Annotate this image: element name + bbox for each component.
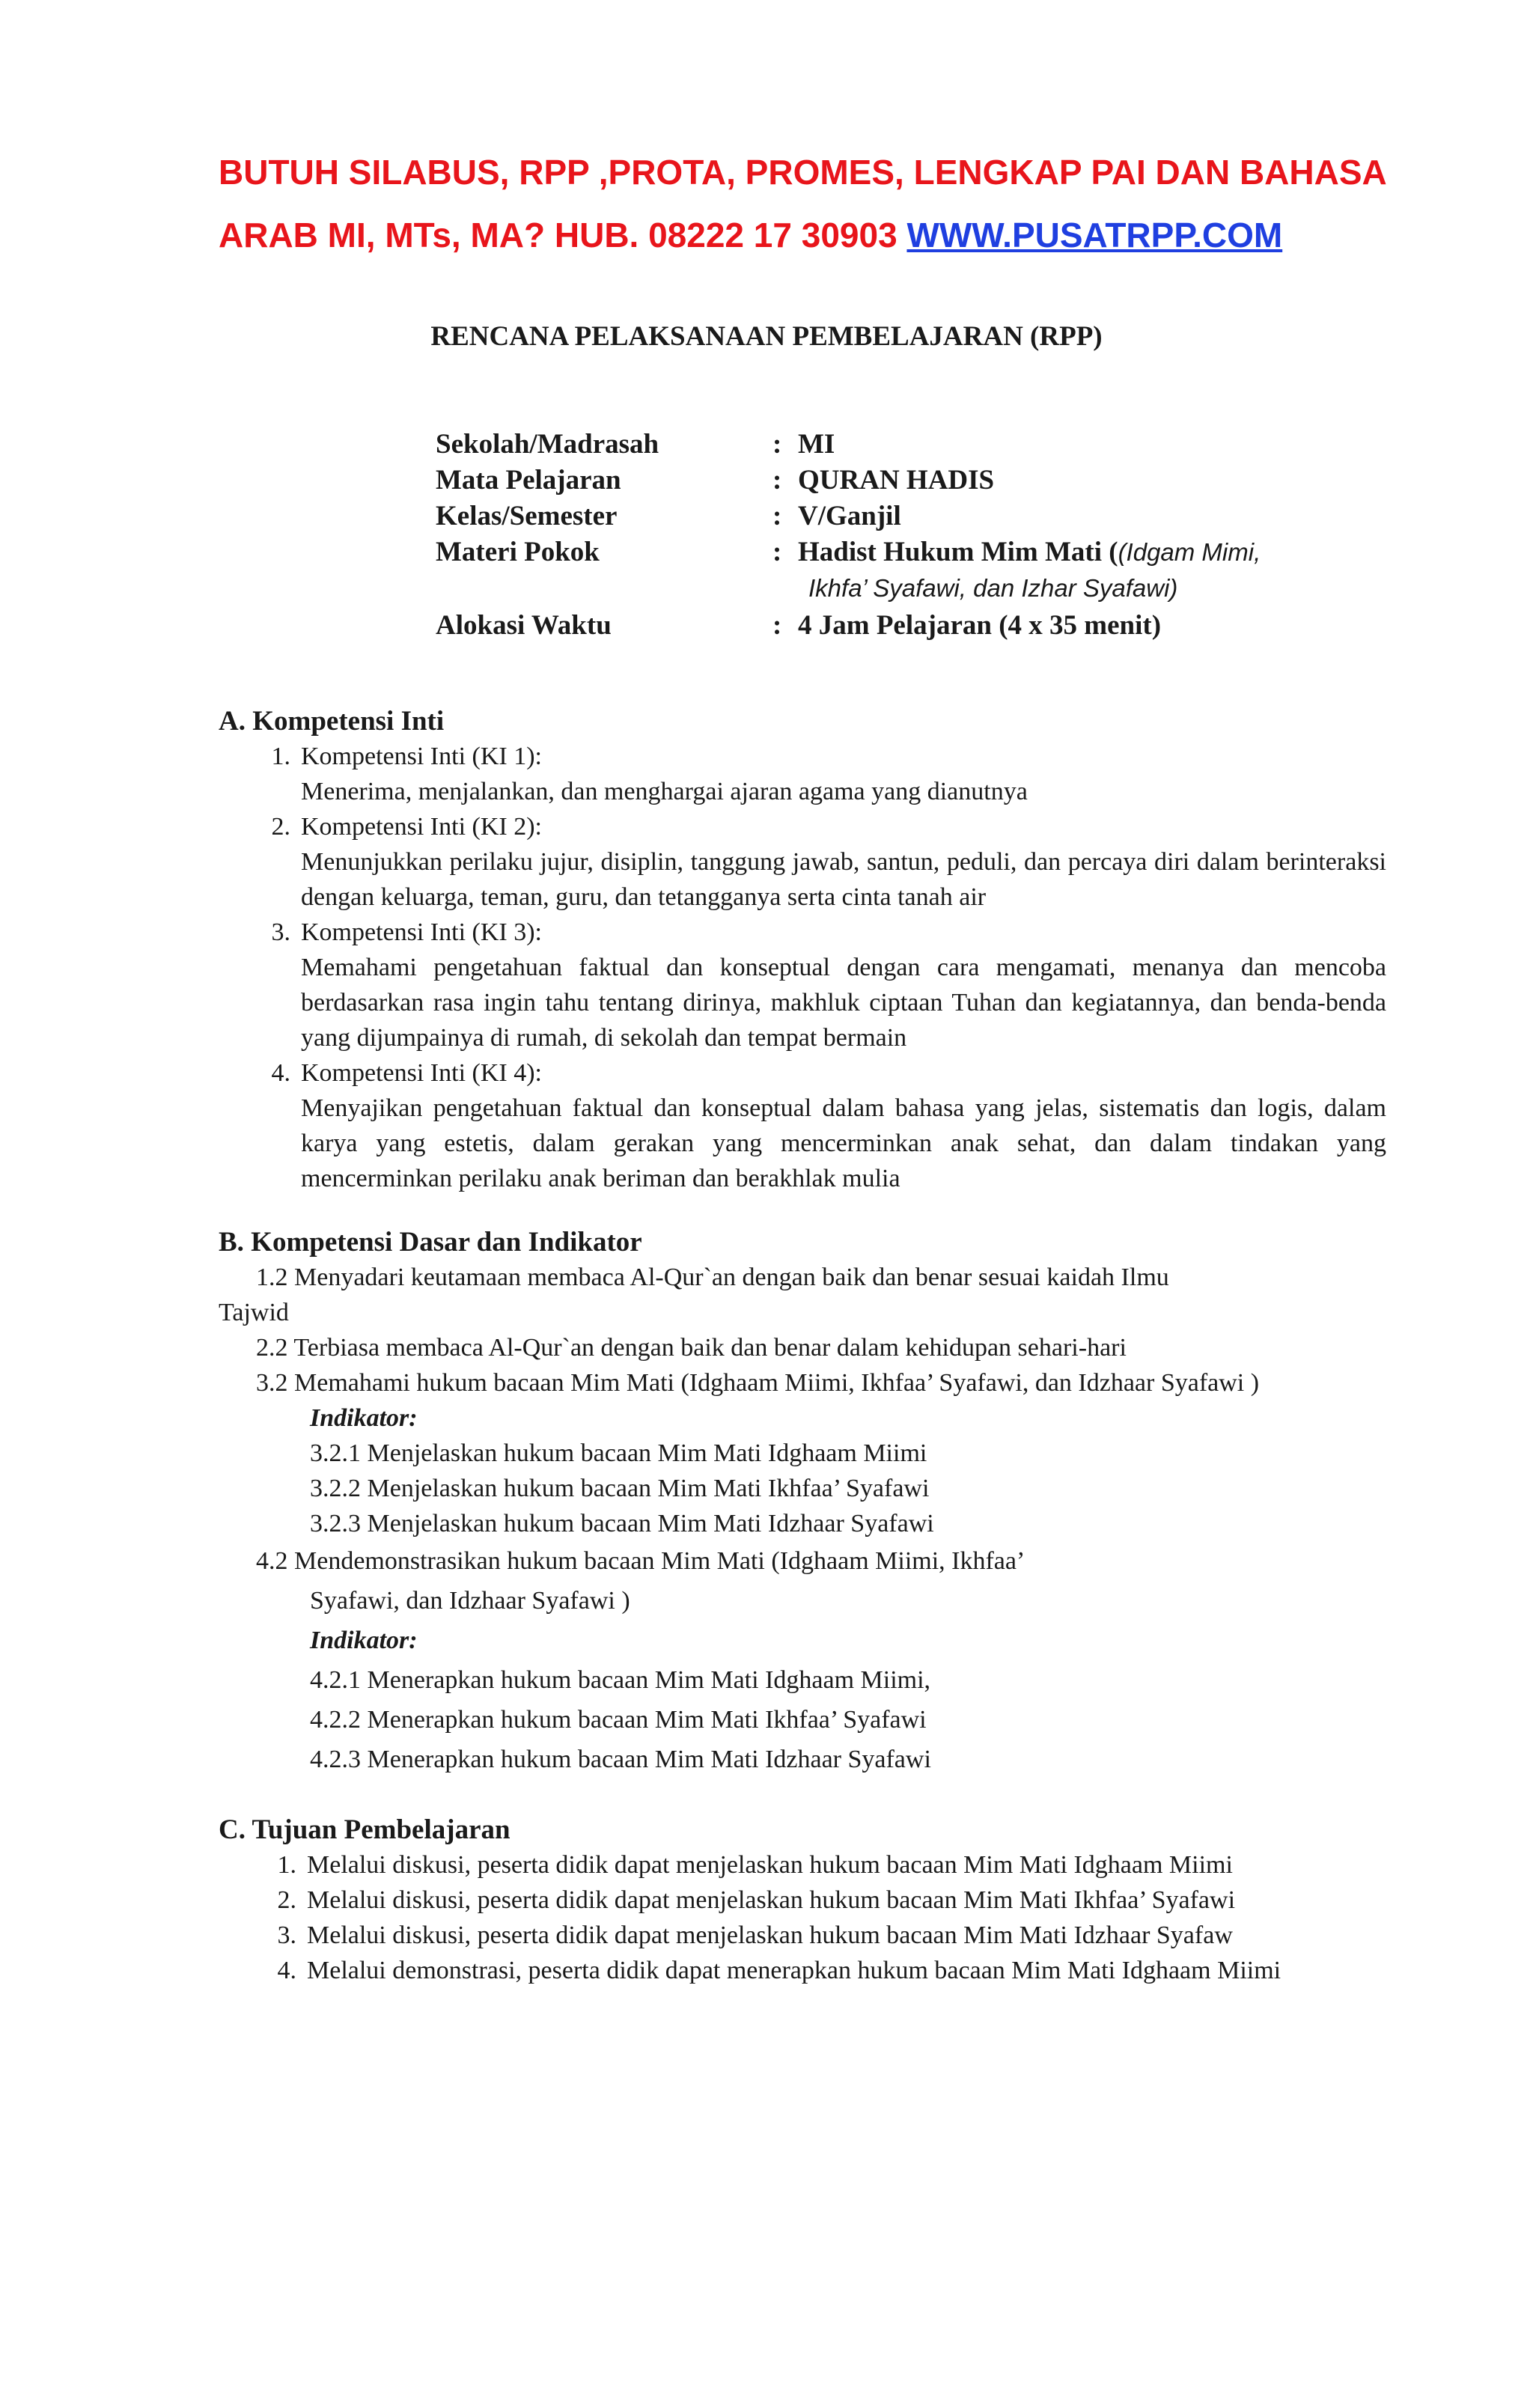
- kd-2-2: 2.2 Terbiasa membaca Al-Qur`an dengan baik dan benar dalam kehidupan sehari-hari: [256, 1334, 1127, 1362]
- kd-1-2: 1.2 Menyadari keutamaan membaca Al-Qur`an dengan baik dan benar sesuai kaidah Ilmu: [256, 1264, 1169, 1291]
- topic-italic-1: (Idgam Mimi,: [1118, 538, 1261, 566]
- section-heading: A. Kompetensi Inti: [219, 706, 445, 737]
- tujuan-number: 4.: [277, 1957, 296, 1984]
- tujuan-text: Melalui diskusi, peserta didik dapat menjelaskan hukum bacaan Mim Mati Ikhfaa’ Syafawi: [307, 1886, 1236, 1914]
- topic-main: Hadist Hukum Mim Mati (: [798, 537, 1118, 567]
- tujuan-text: Melalui diskusi, peserta didik dapat menjelaskan hukum bacaan Mim Mati Idzhaar Syafaw: [307, 1921, 1233, 1949]
- ki-body: Menunjukkan perilaku jujur, disiplin, tanggung jawab, santun, peduli, dan percaya diri dalam berinteraksi dengan keluarga, teman, guru, dan tetangganya serta cinta tanah air: [301, 848, 1386, 911]
- indikator-label: Indikator:: [310, 1404, 418, 1432]
- ki-item: [219, 809, 1386, 844]
- section-kompetensi-inti: [219, 704, 1386, 1196]
- ki-title: Kompetensi Inti (KI 1):: [301, 743, 542, 770]
- ki-title: Kompetensi Inti (KI 2):: [301, 813, 542, 841]
- identity-label: Alokasi Waktu: [436, 610, 612, 641]
- identity-colon: :: [772, 429, 782, 460]
- ki-item: [219, 1055, 1386, 1091]
- identity-colon: :: [772, 465, 782, 496]
- indikator-item: 4.2.2 Menerapkan hukum bacaan Mim Mati Ikhfaa’ Syafawi: [310, 1706, 927, 1734]
- indikator-item: 3.2.1 Menjelaskan hukum bacaan Mim Mati Idghaam Miimi: [310, 1439, 927, 1467]
- indikator-item: 4.2.1 Menerapkan hukum bacaan Mim Mati Idghaam Miimi,: [310, 1666, 931, 1694]
- kd-1-2-continued: Tajwid: [219, 1299, 289, 1326]
- identity-value: QURAN HADIS: [798, 465, 995, 496]
- ki-number: 3.: [271, 918, 290, 946]
- section-kompetensi-dasar: [219, 1225, 1386, 1779]
- section-heading: C. Tujuan Pembelajaran: [219, 1814, 511, 1845]
- identity-table: [436, 427, 1382, 644]
- identity-value: 4 Jam Pelajaran (4 x 35 menit): [798, 610, 1162, 641]
- kd-4-2: 4.2 Mendemonstrasikan hukum bacaan Mim Mati (Idghaam Miimi, Ikhfaa’: [256, 1547, 1025, 1575]
- tujuan-text: Melalui diskusi, peserta didik dapat menjelaskan hukum bacaan Mim Mati Idghaam Miimi: [307, 1851, 1233, 1879]
- ki-item: [219, 739, 1386, 774]
- identity-label: Mata Pelajaran: [436, 465, 621, 496]
- identity-colon: :: [772, 537, 782, 567]
- ki-body: Menyajikan pengetahuan faktual dan konseptual dalam bahasa yang jelas, sistematis dan logis, dalam karya yang estetis, dalam gerakan yang mencerminkan anak sehat, dan dalam tindakan yang mencerminkan perilaku anak beriman dan berakhlak mulia: [301, 1094, 1386, 1192]
- ki-number: 1.: [271, 743, 290, 770]
- ki-title: Kompetensi Inti (KI 3):: [301, 918, 542, 946]
- document-body: [219, 704, 1386, 1988]
- promo-banner: [219, 141, 1416, 266]
- identity-label: Kelas/Semester: [436, 501, 618, 531]
- identity-row-time: [436, 608, 1382, 644]
- identity-colon: :: [772, 501, 782, 531]
- identity-value: V/Ganjil: [798, 501, 901, 531]
- tujuan-item: [219, 1883, 1386, 1918]
- identity-label: Materi Pokok: [436, 537, 600, 567]
- banner-line-2-text: ARAB MI, MTs, MA? HUB. 08222 17 30903: [219, 216, 907, 254]
- identity-value: [798, 534, 1382, 606]
- identity-row-class: [436, 499, 1382, 534]
- section-heading: B. Kompetensi Dasar dan Indikator: [219, 1227, 642, 1258]
- tujuan-item: [219, 1847, 1386, 1883]
- identity-row-topic: [436, 534, 1382, 606]
- document-title: RENCANA PELAKSANAAN PEMBELAJARAN (RPP): [430, 321, 1103, 352]
- identity-value: MI: [798, 429, 835, 460]
- indikator-label: Indikator:: [310, 1627, 418, 1654]
- kd-3-2: 3.2 Memahami hukum bacaan Mim Mati (Idghaam Miimi, Ikhfaa’ Syafawi, dan Idzhaar Syafawi ): [256, 1369, 1260, 1397]
- indikator-item: 3.2.3 Menjelaskan hukum bacaan Mim Mati Idzhaar Syafawi: [310, 1510, 934, 1537]
- ki-title: Kompetensi Inti (KI 4):: [301, 1059, 542, 1087]
- ki-body: Menerima, menjalankan, dan menghargai ajaran agama yang dianutnya: [301, 778, 1028, 805]
- tujuan-item: [219, 1918, 1386, 1953]
- section-tujuan-pembelajaran: [219, 1812, 1386, 1988]
- identity-colon: :: [772, 610, 782, 641]
- tujuan-text: Melalui demonstrasi, peserta didik dapat menerapkan hukum bacaan Mim Mati Idghaam Miimi: [307, 1957, 1281, 1984]
- topic-italic-2: Ikhfa’ Syafawi, dan Izhar Syafawi): [808, 574, 1178, 602]
- tujuan-number: 3.: [277, 1921, 296, 1949]
- indikator-item: 4.2.3 Menerapkan hukum bacaan Mim Mati Idzhaar Syafawi: [310, 1746, 931, 1773]
- banner-line-1: BUTUH SILABUS, RPP ,PROTA, PROMES, LENGKAP PAI DAN BAHASA: [219, 153, 1387, 192]
- kd-4-2-continued: Syafawi, dan Idzhaar Syafawi ): [310, 1587, 630, 1615]
- identity-label: Sekolah/Madrasah: [436, 429, 659, 460]
- banner-line-2: [219, 204, 1416, 266]
- tujuan-item: [219, 1953, 1386, 1988]
- identity-row-school: [436, 427, 1382, 463]
- website-link[interactable]: WWW.PUSATRPP.COM: [906, 216, 1283, 254]
- ki-number: 4.: [271, 1059, 290, 1087]
- tujuan-number: 1.: [277, 1851, 296, 1879]
- ki-body: Memahami pengetahuan faktual dan konseptual dengan cara mengamati, menanya dan mencoba berdasarkan rasa ingin tahu tentang dirinya, makhluk ciptaan Tuhan dan kegiatannya, dan benda-benda yang dijumpainya di rumah, di sekolah dan tempat bermain: [301, 954, 1386, 1052]
- ki-number: 2.: [271, 813, 290, 841]
- identity-row-subject: [436, 463, 1382, 499]
- ki-item: [219, 915, 1386, 950]
- tujuan-number: 2.: [277, 1886, 296, 1914]
- indikator-item: 3.2.2 Menjelaskan hukum bacaan Mim Mati Ikhfaa’ Syafawi: [310, 1475, 930, 1502]
